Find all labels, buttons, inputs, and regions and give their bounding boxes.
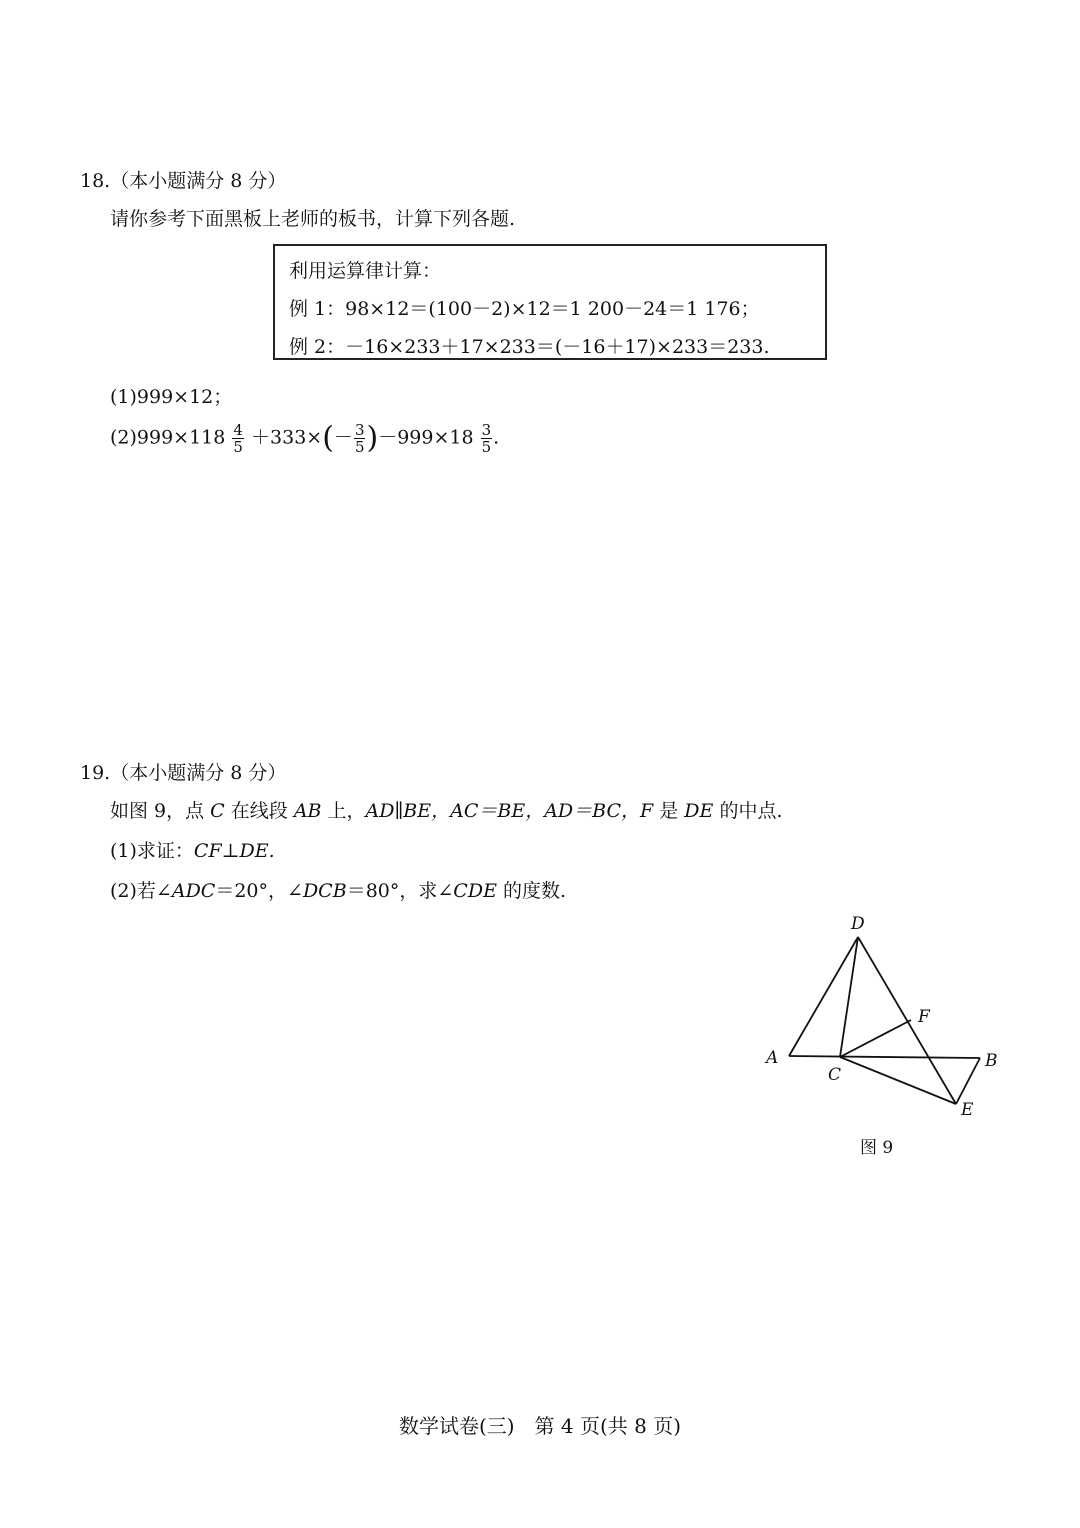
- fraction-denominator: 5: [481, 438, 492, 456]
- q19-part2-text: (2)若∠: [110, 880, 172, 902]
- fraction-4-5: [232, 422, 244, 455]
- board-title: 利用运算律计算：: [289, 260, 442, 282]
- q19-intro-text: 上，: [321, 800, 366, 822]
- fraction-3-5-b: [481, 422, 493, 455]
- fraction-denominator: 5: [354, 438, 365, 456]
- q19-part2: [110, 876, 566, 903]
- segment-be: [956, 1058, 980, 1104]
- paren-close: ): [366, 420, 379, 456]
- segment-ad: [789, 937, 858, 1056]
- fraction-numerator: 3: [481, 421, 492, 439]
- figure-9-caption: 图 9: [860, 1138, 894, 1158]
- paren-open: (: [322, 420, 334, 456]
- q19-part2-text: 的度数.: [496, 880, 567, 902]
- q18-header: 18.（本小题满分 8 分）: [80, 170, 287, 192]
- segment-cf: [840, 1020, 911, 1057]
- angle-dcb: DCB: [302, 880, 347, 902]
- negative-sign: －: [333, 426, 353, 449]
- q18-part2-end: .: [493, 426, 500, 449]
- q19-part2-text: ＝80°，求∠: [346, 880, 454, 902]
- segment-de: [858, 937, 956, 1104]
- fraction-3-5: [354, 422, 366, 455]
- board-example-2: 例 2：－16×233＋17×233＝(－16＋17)×233＝233.: [289, 336, 770, 358]
- q18-part2-prefix: (2)999×118: [110, 426, 226, 449]
- q19-part1-statement: CF⊥DE.: [193, 840, 275, 862]
- q18-part1: (1)999×12；: [110, 386, 233, 408]
- label-c: C: [828, 1065, 842, 1085]
- q19-intro-text: 在线段: [224, 800, 294, 822]
- blackboard-box: [273, 244, 827, 360]
- segment-cd: [840, 937, 858, 1057]
- segment-ab: [789, 1056, 980, 1058]
- label-b: B: [985, 1051, 998, 1071]
- label-d: D: [851, 914, 865, 934]
- q19-intro-text: 如图 9，点: [110, 800, 211, 822]
- segment-de-label: DE: [684, 800, 714, 822]
- figure-9-diagram: [760, 905, 1040, 1135]
- q19-intro-text: 是: [653, 800, 685, 822]
- segment-ce: [840, 1057, 956, 1104]
- point-c-label: C: [210, 800, 225, 822]
- angle-cde: CDE: [453, 880, 497, 902]
- q19-relations: AD∥BE，AC＝BE，AD＝BC，F: [365, 800, 654, 822]
- q18-part2-mid2: －999×18: [378, 426, 474, 449]
- fraction-numerator: 3: [354, 421, 365, 439]
- fraction-denominator: 5: [233, 438, 243, 456]
- page-footer: 数学试卷(三) 第 4 页(共 8 页): [398, 1414, 682, 1438]
- q19-part1: [110, 836, 275, 863]
- label-a: A: [766, 1048, 779, 1068]
- q19-part2-text: ＝20°，∠: [215, 880, 303, 902]
- fraction-numerator: 4: [233, 421, 243, 439]
- segment-ab-label: AB: [293, 800, 322, 822]
- label-f: F: [918, 1007, 930, 1027]
- q18-part2-mid1: ＋333×: [251, 426, 323, 449]
- q19-intro: [110, 796, 783, 823]
- board-example-1: 例 1：98×12＝(100－2)×12＝1 200－24＝1 176；: [289, 298, 760, 320]
- angle-adc: ADC: [171, 880, 216, 902]
- q18-part2: [110, 422, 499, 455]
- q19-header: 19.（本小题满分 8 分）: [80, 762, 287, 784]
- q19-part1-prefix: (1)求证：: [110, 840, 194, 862]
- label-e: E: [961, 1100, 974, 1120]
- q19-intro-text: 的中点.: [713, 800, 783, 822]
- q18-intro: 请你参考下面黑板上老师的板书，计算下列各题.: [110, 208, 516, 230]
